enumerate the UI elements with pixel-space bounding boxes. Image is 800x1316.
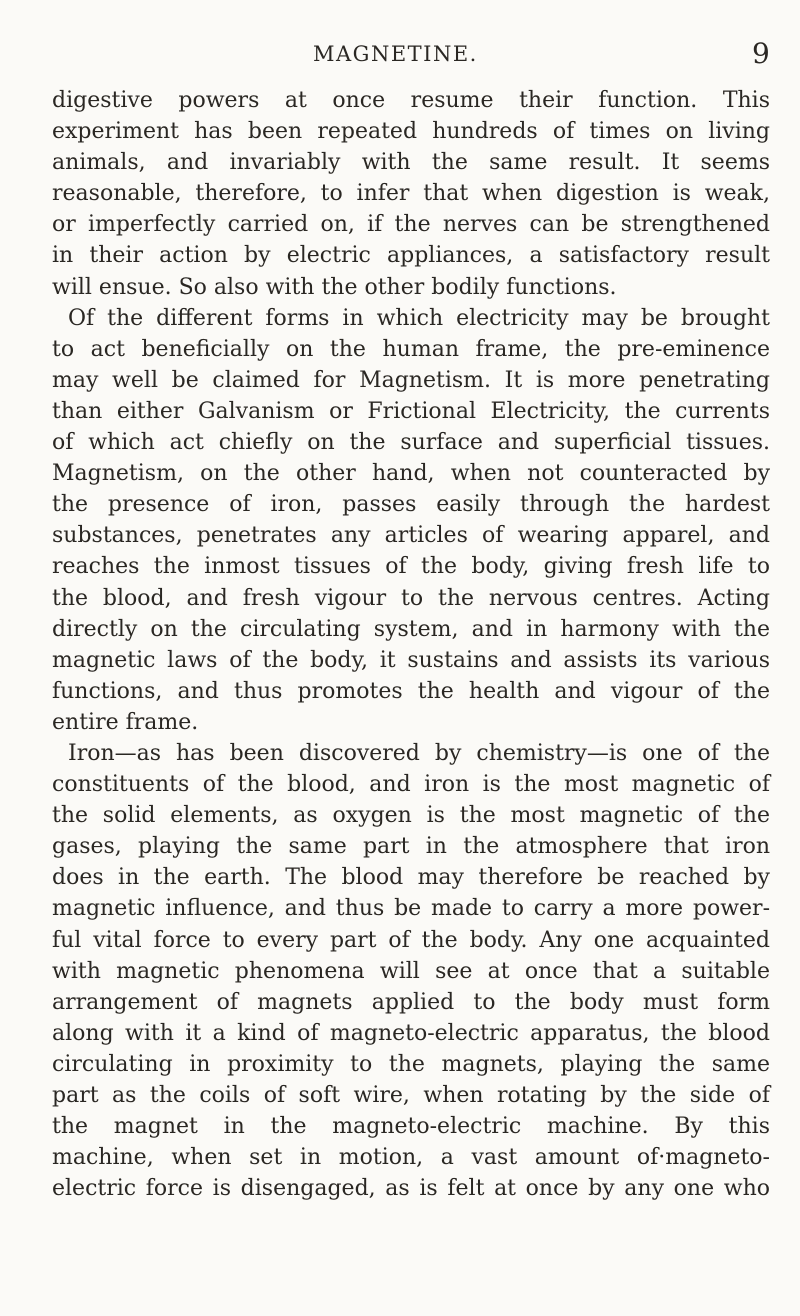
running-head bbox=[0, 34, 800, 74]
text-line: the blood, and fresh vigour to the nervous centres. Acting bbox=[52, 585, 770, 611]
text-line: ful vital force to every part of the body. Any one acquainted bbox=[52, 927, 770, 953]
text-line: Iron—as has been discovered by chemistry—is one of the bbox=[68, 740, 770, 766]
text-line: constituents of the blood, and iron is the most magnetic of bbox=[52, 772, 770, 798]
text-line: Magnetism, on the other hand, when not counteracted by bbox=[52, 461, 770, 487]
text-line: or imperfectly carried on, if the nerves can be strengthened bbox=[52, 212, 770, 238]
text-line: gases, playing the same part in the atmosphere that iron bbox=[52, 834, 770, 860]
text-line: does in the earth. The blood may therefore be reached by bbox=[52, 865, 770, 891]
text-line: animals, and invariably with the same result. It seems bbox=[52, 150, 770, 176]
text-line: magnetic influence, and thus be made to carry a more power- bbox=[52, 896, 770, 922]
body-text bbox=[52, 85, 770, 1204]
page-number: 9 bbox=[752, 37, 770, 70]
text-line: circulating in proximity to the magnets, playing the same bbox=[52, 1051, 770, 1077]
text-line: of which act chiefly on the surface and superficial tissues. bbox=[52, 430, 770, 456]
text-line: will ensue. So also with the other bodily functions. bbox=[52, 274, 617, 300]
text-line: than either Galvanism or Frictional Electricity, the currents bbox=[52, 398, 770, 424]
text-line: reaches the inmost tissues of the body, giving fresh life to bbox=[52, 554, 770, 580]
text-line: may well be claimed for Magnetism. It is more penetrating bbox=[52, 367, 770, 393]
text-line: directly on the circulating system, and in harmony with the bbox=[52, 616, 770, 642]
text-line: part as the coils of soft wire, when rotating by the side of bbox=[52, 1083, 770, 1108]
text-line: the solid elements, as oxygen is the most magnetic of the bbox=[52, 803, 770, 829]
text-line: the presence of iron, passes easily through the hardest bbox=[52, 492, 770, 518]
text-line: machine, when set in motion, a vast amount of·magneto- bbox=[52, 1145, 770, 1171]
text-line: Of the different forms in which electricity may be brought bbox=[68, 305, 770, 331]
text-line: substances, penetrates any articles of wearing apparel, and bbox=[52, 523, 770, 549]
text-line: to act beneficially on the human frame, the pre-eminence bbox=[52, 336, 770, 362]
text-line: electric force is disengaged, as is felt at once by any one who bbox=[52, 1176, 770, 1202]
text-line: arrangement of magnets applied to the body must form bbox=[52, 989, 770, 1015]
text-line: the magnet in the magneto-electric machine. By this bbox=[52, 1114, 770, 1140]
text-line: experiment has been repeated hundreds of times on living bbox=[52, 119, 770, 145]
text-line: entire frame. bbox=[52, 709, 199, 735]
text-line: in their action by electric appliances, a satisfactory result bbox=[52, 243, 770, 269]
text-line: functions, and thus promotes the health and vigour of the bbox=[52, 678, 770, 704]
text-line: reasonable, therefore, to infer that when digestion is weak, bbox=[52, 181, 770, 207]
text-line: with magnetic phenomena will see at once that a suitable bbox=[52, 958, 770, 984]
text-line: along with it a kind of magneto-electric apparatus, the blood bbox=[52, 1020, 770, 1046]
text-line: magnetic laws of the body, it sustains and assists its various bbox=[52, 647, 770, 673]
running-title: MAGNETINE. bbox=[313, 42, 478, 66]
text-line: digestive powers at once resume their function. This bbox=[52, 88, 770, 113]
